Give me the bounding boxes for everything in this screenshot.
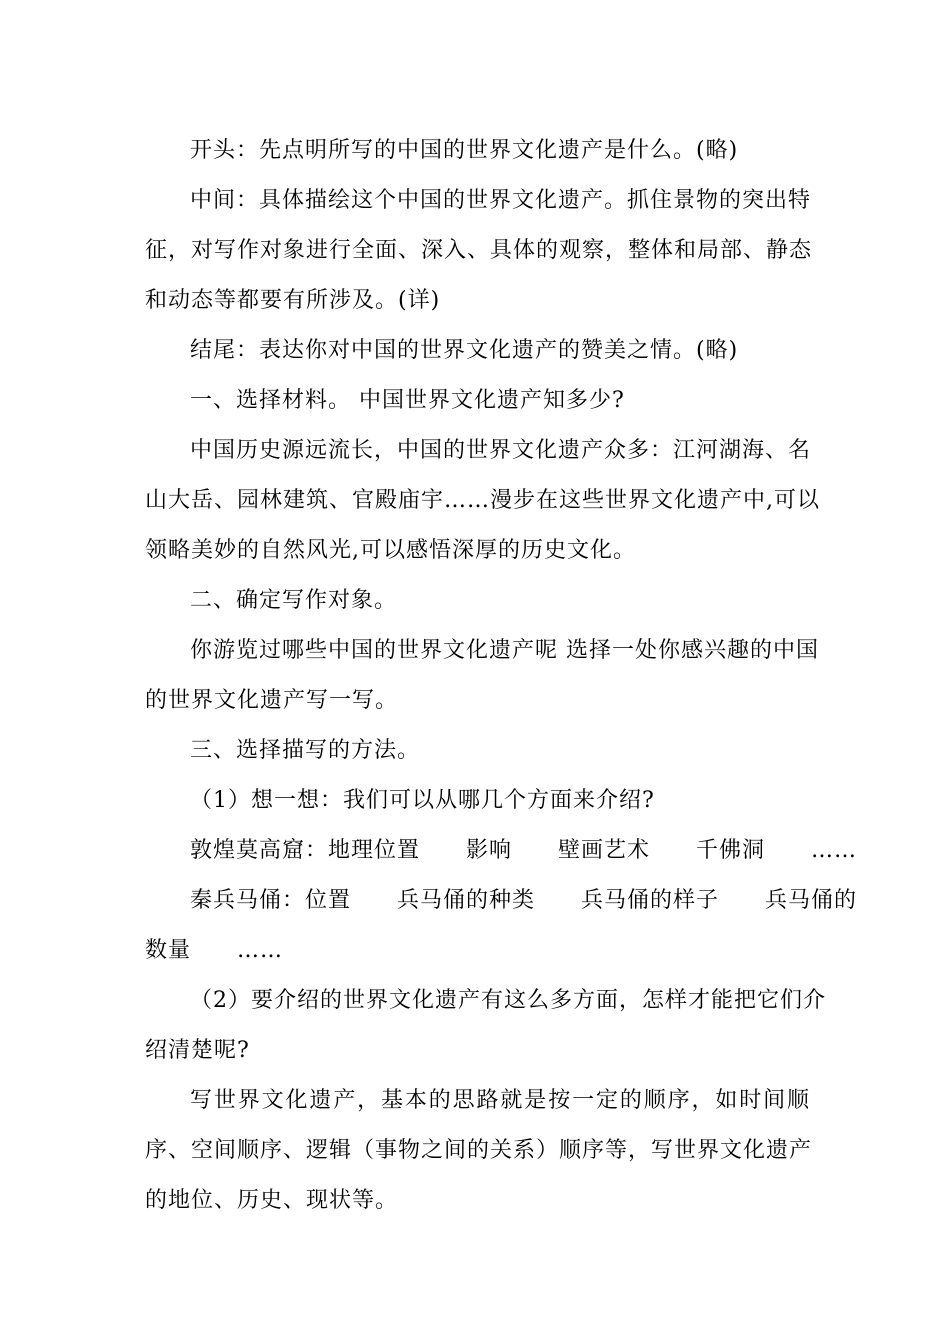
paragraph-choose-line-2: 的世界文化遗产写一写。 (145, 688, 399, 713)
example-terracotta-line-2: 数量 …… (145, 938, 284, 963)
question-2-line-1: （2）要介绍的世界文化遗产有这么多方面，怎样才能把它们介 (190, 988, 826, 1013)
paragraph-choose-line-1: 你游览过哪些中国的世界文化遗产呢 选择一处你感兴趣的中国 (190, 638, 819, 663)
section-heading-3: 三、选择描写的方法。 (190, 738, 421, 763)
paragraph-history-line-1: 中国历史源远流长，中国的世界文化遗产众多：江河湖海、名 (190, 438, 812, 463)
paragraph-opening: 开头：先点明所写的中国的世界文化遗产是什么。(略) (190, 138, 739, 163)
example-dunhuang: 敦煌莫高窟：地理位置 影响 壁画艺术 千佛洞 …… (190, 838, 858, 863)
paragraph-history-line-3: 领略美妙的自然风光,可以感悟深厚的历史文化。 (145, 538, 636, 563)
section-heading-2: 二、确定写作对象。 (190, 588, 398, 613)
section-heading-1: 一、选择材料。 中国世界文化遗产知多少? (190, 388, 625, 413)
paragraph-middle-line-1: 中间：具体描绘这个中国的世界文化遗产。抓住景物的突出特 (190, 188, 812, 213)
paragraph-history-line-2: 山大岳、园林建筑、官殿庙宇……漫步在这些世界文化遗产中,可以 (145, 488, 820, 513)
paragraph-method-line-2: 序、空间顺序、逻辑（事物之间的关系）顺序等，写世界文化遗产 (145, 1138, 813, 1163)
paragraph-method-line-1: 写世界文化遗产，基本的思路就是按一定的顺序，如时间顺 (190, 1088, 810, 1113)
question-2-line-2: 绍清楚呢? (145, 1038, 250, 1063)
example-terracotta-line-1: 秦兵马俑：位置 兵马俑的种类 兵马俑的样子 兵马俑的 (190, 888, 858, 913)
paragraph-middle-line-3: 和动态等都要有所涉及。(详) (145, 288, 441, 313)
paragraph-middle-line-2: 征，对写作对象进行全面、深入、具体的观察，整体和局部、静态 (145, 238, 813, 263)
paragraph-ending: 结尾：表达你对中国的世界文化遗产的赞美之情。(略) (190, 338, 739, 363)
question-1: （1）想一想：我们可以从哪几个方面来介绍? (190, 788, 655, 813)
paragraph-method-line-3: 的地位、历史、现状等。 (145, 1188, 399, 1213)
